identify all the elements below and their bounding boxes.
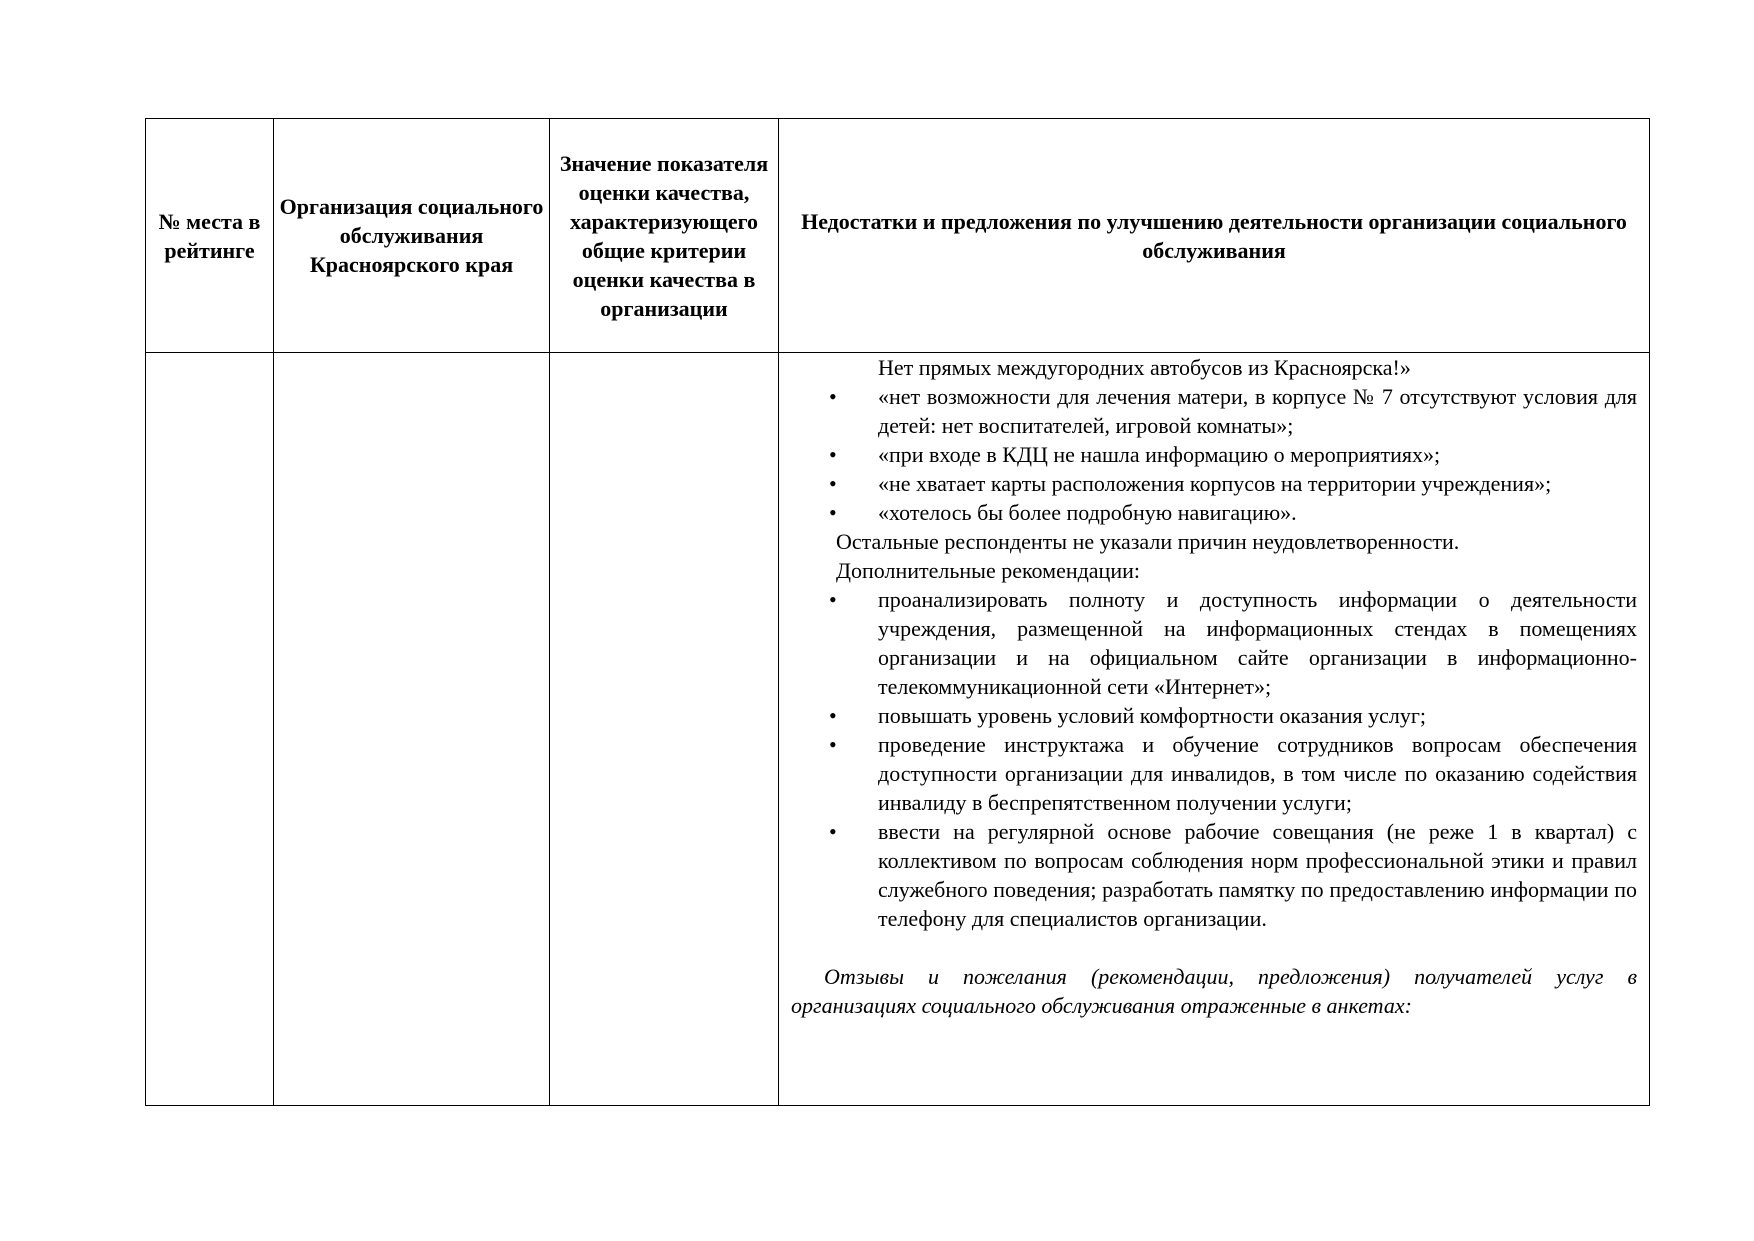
header-organization: Организация социального обслуживания Красноярского края [274, 119, 550, 353]
others-note: Остальные респонденты не указали причин неудовлетворенности. [836, 529, 1460, 554]
recommendation-text: проведение инструктажа и обучение сотрудников вопросам обеспечения доступности организации для инвалидов, в том числе по оказанию содействия инвалиду в беспрепятственном получении услуги; [878, 732, 1637, 815]
cell-organization [274, 353, 550, 1106]
header-rank: № места в рейтинге [146, 119, 274, 353]
list-item [791, 440, 1637, 469]
complaint-text: «хотелось бы более подробную навигацию». [878, 500, 1297, 525]
list-item [791, 730, 1637, 817]
bullet-icon: • [829, 442, 837, 467]
cell-value [550, 353, 779, 1106]
blank-line [791, 933, 1637, 962]
recommendations-list [791, 585, 1637, 933]
list-item [791, 469, 1637, 498]
bullet-icon: • [829, 703, 837, 728]
header-value: Значение показателя оценки качества, характеризующего общие критерии оценки качества в организации [550, 119, 779, 353]
bullet-icon: • [829, 587, 837, 612]
header-notes: Недостатки и предложения по улучшению деятельности организации социального обслуживания [779, 119, 1650, 353]
bullet-icon: • [829, 471, 837, 496]
recommendation-text: повышать уровень условий комфортности оказания услуг; [878, 703, 1426, 728]
bullet-icon: • [829, 384, 837, 409]
notes-continuation: Нет прямых междугородних автобусов из Красноярска!» [878, 355, 1411, 380]
report-table [145, 118, 1650, 1106]
table-row [146, 353, 1650, 1106]
complaint-text: «при входе в КДЦ не нашла информацию о мероприятиях»; [878, 442, 1441, 467]
list-item [791, 498, 1637, 527]
complaint-text: «не хватает карты расположения корпусов на территории учреждения»; [878, 471, 1552, 496]
recommendation-text: ввести на регулярной основе рабочие совещания (не реже 1 в квартал) с коллективом по вопросам соблюдения норм профессиональной этики и правил служебного поведения; разработать памятку по предоставлению информации по телефону для специалистов организации. [878, 819, 1637, 931]
complaint-text: «нет возможности для лечения матери, в корпусе № 7 отсутствуют условия для детей: нет воспитателей, игровой комнаты»; [878, 384, 1637, 438]
list-item [791, 701, 1637, 730]
list-item [791, 817, 1637, 933]
bullet-icon: • [829, 500, 837, 525]
list-item [791, 382, 1637, 440]
cell-rank [146, 353, 274, 1106]
complaints-list [791, 382, 1637, 527]
cell-notes [779, 353, 1650, 1106]
table-header-row [146, 119, 1650, 353]
bullet-icon: • [829, 819, 837, 844]
list-item [791, 585, 1637, 701]
bullet-icon: • [829, 732, 837, 757]
survey-feedback-intro: Отзывы и пожелания (рекомендации, предложения) получателей услуг в организациях социального обслуживания отраженные в анкетах: [791, 964, 1637, 1018]
recommendations-title: Дополнительные рекомендации: [836, 558, 1140, 583]
recommendation-text: проанализировать полноту и доступность информации о деятельности учреждения, размещенной на информационных стендах в помещениях организации и на официальном сайте организации в информационно-телекоммуникационной сети «Интернет»; [878, 587, 1637, 699]
